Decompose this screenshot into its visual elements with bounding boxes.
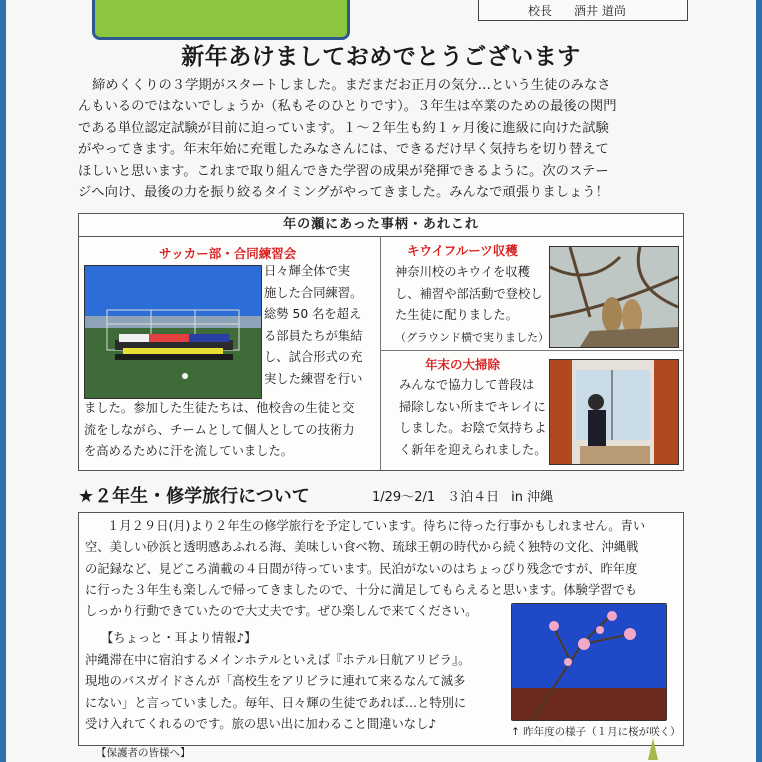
column-divider bbox=[380, 237, 381, 470]
text-line: 空、美しい砂浜と透明感あふれる海、美味しい食べ物、琉球王朝の時代から続く独特の文化、沖縄戦 bbox=[85, 540, 639, 555]
text-line: にない」と言っていました。毎年、日々輝の生徒であれば…と特別に bbox=[85, 695, 467, 710]
text-line: の記録など、見どころ満載の４日間が待っています。民泊がないのはちょっぴり残念ですが、昨年度 bbox=[85, 561, 638, 576]
text-line: 神奈川校のキウイを収穫 bbox=[395, 265, 530, 279]
intro-paragraph bbox=[78, 75, 684, 203]
intro-line: んもいるのではないでしょうか（私もそのひとりです）。３年生は卒業のための最後の関門 bbox=[78, 99, 617, 115]
principal-signature bbox=[528, 2, 648, 19]
soccer-team-image bbox=[85, 266, 261, 398]
row-divider bbox=[380, 350, 683, 351]
text-line: １月２９日(月)より２年生の修学旅行を予定しています。待ちに待った行事かもしれません。青い bbox=[107, 519, 646, 533]
title-tab-decoration bbox=[92, 0, 350, 40]
tip-heading: 【ちょっと・耳より情報♪】 bbox=[101, 631, 257, 645]
text-line: 掃除しない所までキレイに bbox=[399, 399, 546, 414]
trip-heading: ★２年生・修学旅行について bbox=[78, 486, 310, 507]
footer-note: 【保護者の皆様へ】 bbox=[96, 747, 191, 759]
text-line: しっかり行動できていたので大丈夫です。ぜひ楽しんで来てください。 bbox=[85, 604, 478, 619]
principal-title: 校長 bbox=[528, 4, 553, 18]
right-border-strip bbox=[756, 0, 762, 762]
trip-box bbox=[78, 512, 684, 746]
text-line: ました。参加した生徒たちは、他校舎の生徒と交 bbox=[84, 401, 355, 415]
text-line: （グラウンド横で実りました） bbox=[395, 330, 549, 344]
page-headline: 新年あけましておめでとうございます bbox=[181, 44, 581, 70]
text-line: た生徒に配りました。 bbox=[395, 308, 518, 322]
cherry-blossom-image bbox=[512, 604, 666, 720]
soccer-photo bbox=[84, 265, 262, 399]
intro-line: ほしいと思います。これまで取り組んできた学習の成果が発揮できるように。次のステー bbox=[78, 163, 609, 179]
photo-caption: ↑ 昨年度の様子（１月に桜が咲く） bbox=[511, 726, 681, 738]
text-line: く新年を迎えられました。 bbox=[399, 442, 547, 457]
cleaning-photo bbox=[549, 359, 679, 465]
text-line: 受け入れてくれるのです。旅の思い出に加わること間違いなし♪ bbox=[85, 717, 437, 732]
text-line: 総勢 50 名を超え bbox=[264, 307, 362, 321]
trip-summary bbox=[372, 486, 565, 505]
principal-name: 酒井 道尚 bbox=[574, 4, 626, 18]
text-line: 現地のバスガイドさんが「高校生をアリビラに連れて来るなんて滅多 bbox=[85, 674, 466, 689]
cleaning-title: 年末の大掃除 bbox=[425, 357, 501, 372]
text-line: しました。お陰で気持ちよ bbox=[399, 421, 547, 435]
text-line: し、試合形式の充 bbox=[264, 350, 363, 364]
text-line: る部員たちが集結 bbox=[264, 328, 363, 343]
cherry-blossom-photo bbox=[511, 603, 667, 721]
trip-duration: ３泊４日 bbox=[447, 490, 500, 505]
soccer-side-text bbox=[264, 261, 376, 390]
text-line: みんなで協力して普段は bbox=[399, 378, 535, 392]
kiwi-title: キウイフルーツ収穫 bbox=[407, 243, 518, 258]
text-line: 沖縄滞在中に宿泊するメインホテルといえば『ホテル日航アリビラ』。 bbox=[85, 653, 471, 667]
tip-paragraph bbox=[85, 650, 503, 736]
text-line: 施した合同練習。 bbox=[264, 285, 363, 300]
tree-decoration bbox=[648, 738, 658, 760]
kiwi-image bbox=[550, 247, 678, 347]
text-line: に行った３年生も楽しんで帰ってきましたので、十分に満足してもらえると思います。体験学習でも bbox=[85, 582, 638, 597]
soccer-title: サッカー部・合同練習会 bbox=[159, 246, 297, 261]
cleaning-text bbox=[399, 375, 551, 461]
intro-line: 締めくくりの３学期がスタートしました。まだまだお正月の気分…という生徒のみなさ bbox=[92, 78, 611, 93]
text-line: 実した練習を行い bbox=[264, 371, 363, 386]
intro-line: ジへ向け、最後の力を振り絞るタイミングがやってきました。みんなで頑張りましょう！ bbox=[78, 185, 609, 201]
events-box bbox=[78, 213, 684, 471]
intro-line: である単位認定試験が目前に迫っています。１～２年生も約１ヶ月後に進級に向けた試験 bbox=[78, 120, 609, 136]
kiwi-photo bbox=[549, 246, 679, 348]
cleaning-image bbox=[550, 360, 678, 464]
events-title: 年の瀬にあった事柄・あれこれ bbox=[79, 214, 683, 237]
soccer-bottom-text bbox=[84, 398, 376, 463]
intro-line: がやってきます。年末年始に充電したみなさんには、できるだけ早く気持ちを切り替えて bbox=[78, 142, 609, 158]
kiwi-text bbox=[395, 262, 551, 348]
text-line: 日々輝全体で実 bbox=[264, 264, 351, 278]
text-line: し、補習や部活動で登校し bbox=[395, 286, 543, 301]
trip-place: in 沖縄 bbox=[511, 490, 554, 505]
text-line: 流をしながら、チームとして個人としての技術力 bbox=[84, 422, 355, 437]
left-border-strip bbox=[0, 0, 6, 762]
text-line: を高めるために汗を流していました。 bbox=[84, 444, 294, 458]
trip-dates: 1/29～2/1 bbox=[372, 490, 436, 505]
